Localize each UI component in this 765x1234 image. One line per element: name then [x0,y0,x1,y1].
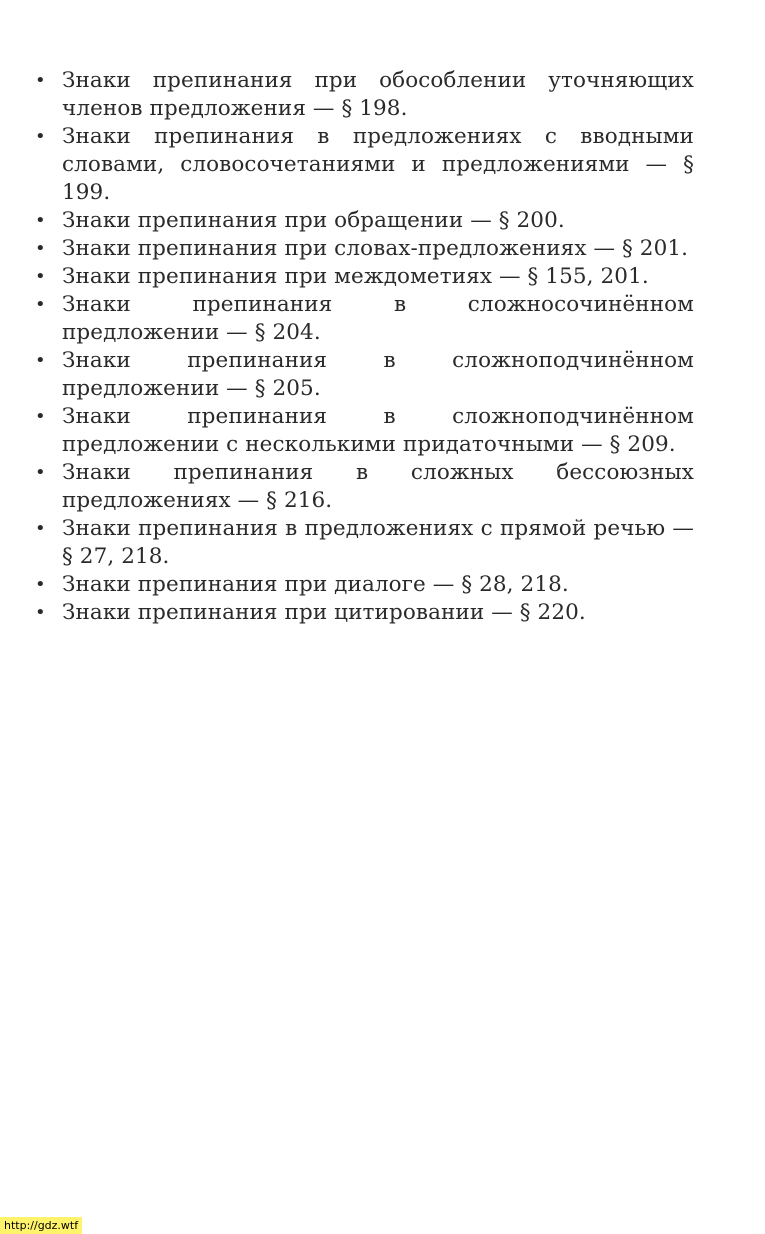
list-item [35,347,694,403]
list-item-text: Знаки препинания в предложениях с прямой речью — § 27, 218. [62,516,694,569]
list-item-text: Знаки препинания при диалоге — § 28, 218. [62,572,569,597]
list-item-text: Знаки препинания при цитировании — § 220. [62,600,586,625]
list-item-text: Знаки препинания при словах-предложениях — § 201. [62,236,689,261]
bullet-icon: • [35,406,46,427]
list-item-text: Знаки препинания в сложноподчинённом предложении с несколькими придаточными — § 209. [62,404,694,457]
list-item [35,571,694,599]
list-item-text: Знаки препинания в сложных бессоюзных предложениях — § 216. [62,460,694,513]
list-item [35,291,694,347]
list-item [35,123,694,207]
bullet-icon: • [35,574,46,595]
list-item [35,515,694,571]
bullet-icon: • [35,462,46,483]
bullet-icon: • [35,70,46,91]
bullet-icon: • [35,266,46,287]
list-item [35,403,694,459]
list-item-text: Знаки препинания в сложносочинённом предложении — § 204. [62,292,694,345]
list-item-text: Знаки препинания при обособлении уточняющих членов предложения — § 198. [62,68,694,121]
list-item-text: Знаки препинания при обращении — § 200. [62,208,565,233]
bullet-icon: • [35,238,46,259]
bullet-icon: • [35,126,46,147]
list-item-text: Знаки препинания в предложениях с вводными словами, словосочетаниями и предложениями — § 199. [62,124,694,205]
list-item [35,207,694,235]
bullet-icon: • [35,294,46,315]
list-item-text: Знаки препинания в сложноподчинённом предложении — § 205. [62,348,694,401]
list-item [35,263,694,291]
list-item [35,235,694,263]
bullet-icon: • [35,350,46,371]
punctuation-reference-list [35,67,694,627]
bullet-icon: • [35,210,46,231]
list-item [35,67,694,123]
list-item [35,459,694,515]
watermark-link[interactable]: http://gdz.wtf [0,1217,82,1234]
bullet-icon: • [35,518,46,539]
list-item-text: Знаки препинания при междометиях — § 155, 201. [62,264,649,289]
bullet-icon: • [35,602,46,623]
list-item [35,599,694,627]
